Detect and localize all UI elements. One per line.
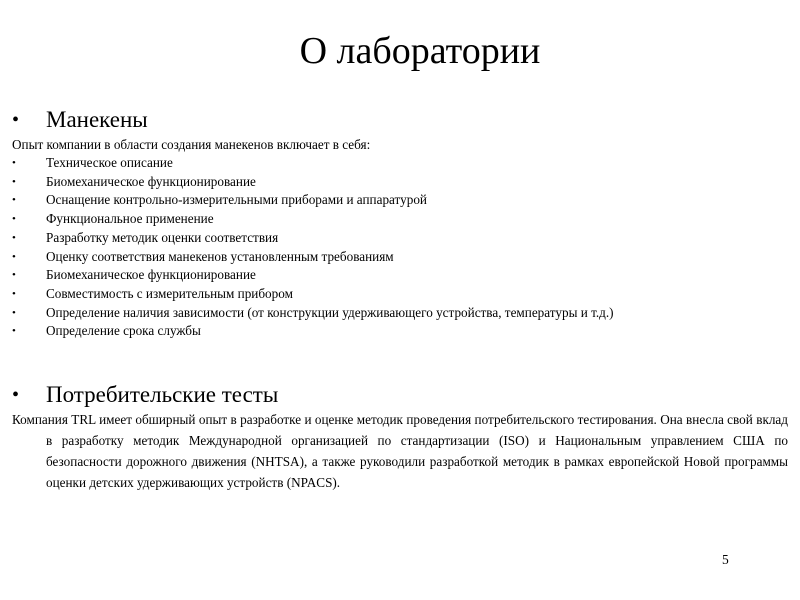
list-item-text: Функциональное применение: [46, 211, 214, 227]
list-item-text: Совместимость с измерительным прибором: [46, 285, 293, 301]
section-heading-label: Манекены: [46, 107, 148, 132]
bullet-icon: •: [12, 384, 20, 406]
list-item: [12, 266, 614, 285]
list-item-text: Определение наличия зависимости (от конструкции удерживающего устройства, температуры и т.д.): [46, 304, 614, 320]
bullet-icon: •: [12, 287, 16, 300]
list-item-text: Разработку методик оценки соответствия: [46, 229, 279, 245]
bullet-icon: •: [12, 306, 16, 319]
bullet-icon: •: [12, 194, 16, 207]
list-item-text: Определение срока службы: [46, 323, 201, 339]
list-item: [12, 229, 614, 248]
list-item-text: Оснащение контрольно-измерительными приборами и аппаратурой: [46, 192, 427, 208]
bullet-icon: •: [12, 175, 16, 188]
list-item-text: Оценку соответствия манекенов установленным требованиям: [46, 248, 394, 264]
list-item: [12, 173, 614, 192]
list-item-text: Биомеханическое функционирование: [46, 173, 256, 189]
list-item: [12, 304, 614, 323]
list-item: [12, 154, 614, 173]
bullet-icon: •: [12, 325, 16, 338]
section-heading-consumer-tests: [12, 381, 278, 409]
page-number: 5: [722, 552, 729, 567]
bullet-icon: •: [12, 213, 16, 226]
list-item-text: Техническое описание: [46, 155, 173, 170]
bullet-icon: •: [12, 250, 16, 263]
list-item: [12, 322, 614, 341]
dummies-intro-text: Опыт компании в области создания манекенов включает в себя:: [12, 137, 371, 152]
dummies-list: [12, 154, 614, 341]
list-item: [12, 248, 614, 267]
bullet-icon: •: [12, 157, 16, 169]
consumer-tests-paragraph: Компания TRL имеет обширный опыт в разработке и оценке методик проведения потребительского тестирования. Она внесла свой вклад в разработку методик Международной организацией по стандартизации (ISO) и Национальным управлением США по безопасности дорожного движения (NHTSA), а также руководили разработкой методик в рамках европейской Новой программы оценки детских удерживающих устройств (NPACS).: [12, 412, 788, 490]
bullet-icon: •: [12, 231, 16, 244]
bullet-icon: •: [12, 109, 20, 131]
slide-title: О лаборатории: [299, 30, 541, 72]
list-item: [12, 191, 614, 210]
section-heading-dummies: [12, 106, 148, 134]
list-item: [12, 285, 614, 304]
list-item-text: Биомеханическое функционирование: [46, 267, 256, 283]
list-item: [12, 210, 614, 229]
section-heading-label: Потребительские тесты: [46, 382, 279, 407]
bullet-icon: •: [12, 269, 16, 282]
